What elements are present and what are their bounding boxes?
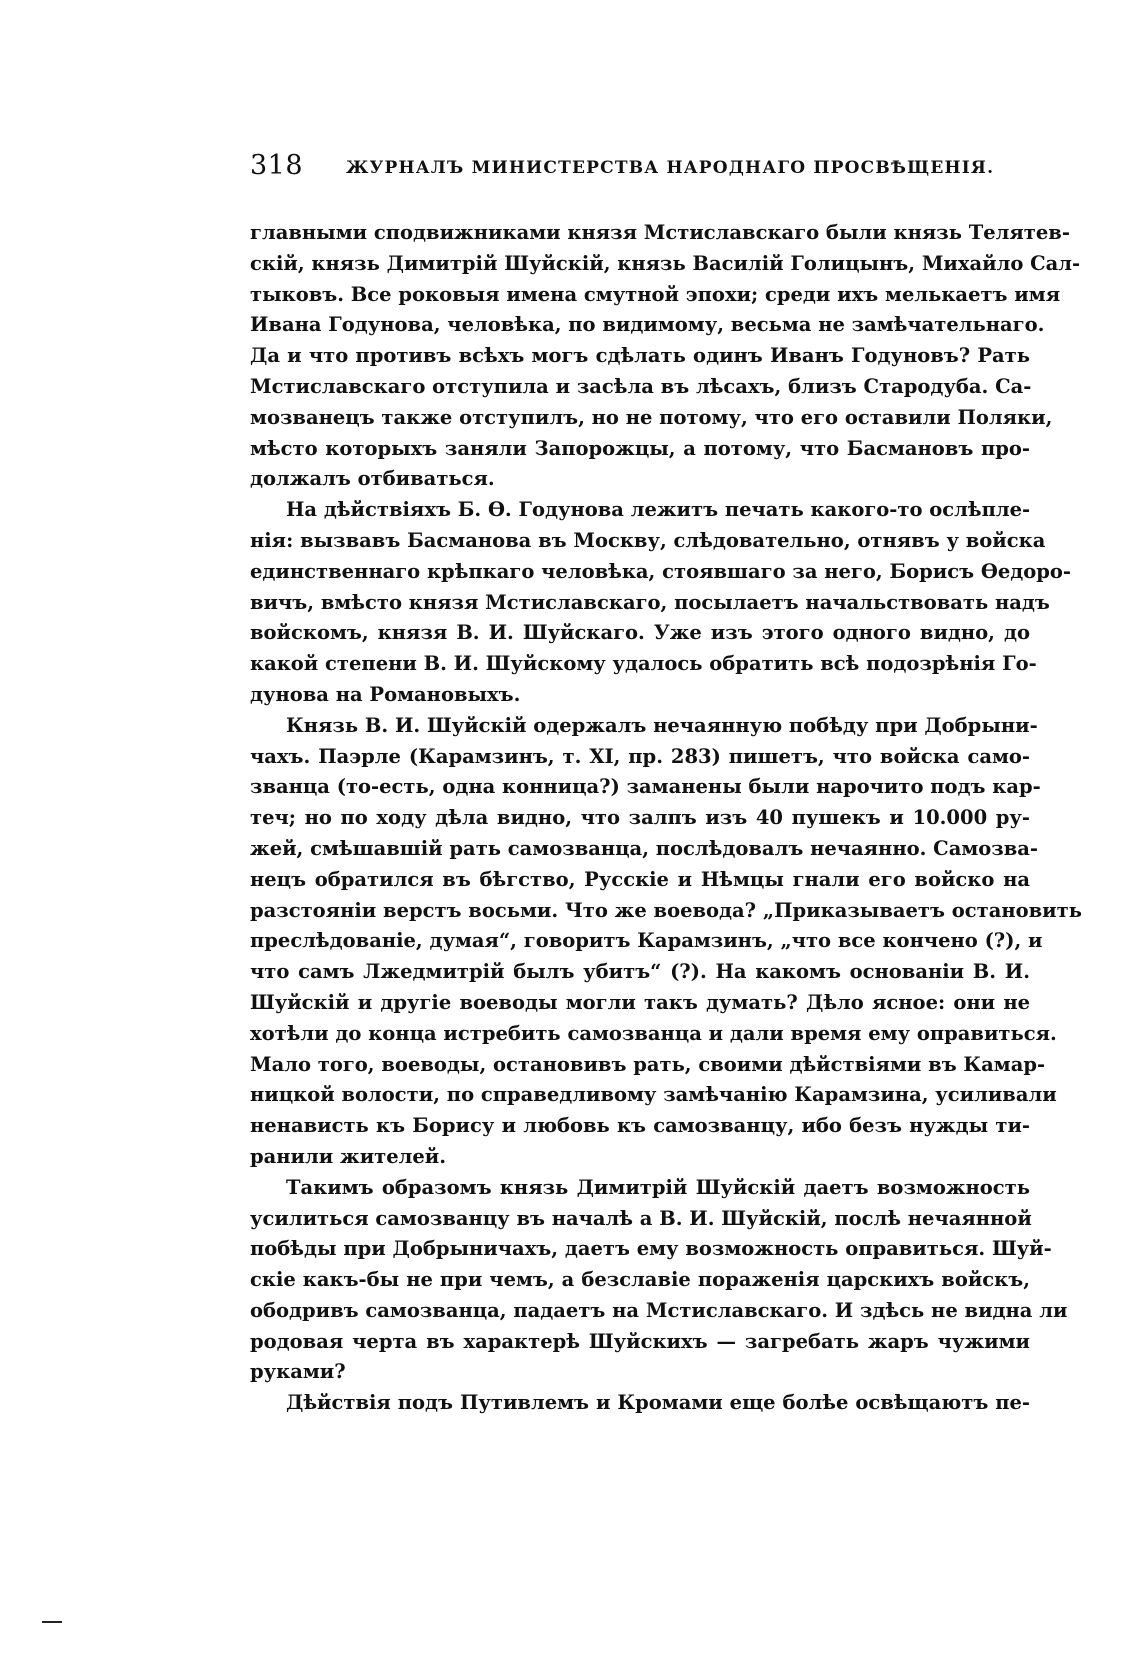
body-text	[250, 218, 1082, 1419]
text-line: побѣды при Добрыничахъ, даетъ ему возможность оправиться. Шуй-	[250, 1237, 1052, 1261]
page-number: 318	[250, 150, 304, 181]
text-line: скій, князь Димитрій Шуйскій, князь Василій Голицынъ, Михайло Сал-	[250, 251, 1081, 275]
page-header	[250, 150, 1040, 190]
text-line: мозванецъ также отступилъ, но не потому, что его оставили Поляки,	[250, 405, 1053, 429]
text-line: Да и что противъ всѣхъ могъ сдѣлать одинъ Иванъ Годуновъ? Рать	[250, 344, 1030, 368]
text-line: теч; но по ходу дѣла видно, что залпъ изъ 40 пушекъ и 10.000 ру-	[250, 806, 1030, 830]
text-line: главными сподвижниками князя Мстиславскаго были князь Телятев-	[250, 221, 1070, 244]
text-line: нецъ обратился въ бѣгство, Русскіе и Нѣмцы гнали его войско на	[250, 867, 1030, 891]
text-line: званца (то-есть, одна конница?) заманены были нарочито подъ кар-	[250, 775, 1041, 799]
text-line: мѣсто которыхъ заняли Запорожцы, а потому, что Басмановъ про-	[250, 436, 1030, 460]
text-line: Мало того, воеводы, остановивъ рать, своими дѣйствіями въ Камар-	[250, 1052, 1046, 1076]
text-line: тыковъ. Все роковыя имена смутной эпохи; среди ихъ мелькаетъ имя	[250, 282, 1061, 306]
text-line: Шуйскій и другіе воеводы могли такъ думать? Дѣло ясное: они не	[250, 990, 1030, 1014]
text-line: единственнаго крѣпкаго человѣка, стоявшаго за него, Борисъ Ѳедоро-	[250, 559, 1071, 583]
text-line: руками?	[250, 1360, 346, 1384]
text-line: усилиться самозванцу въ началѣ а В. И. Шуйскій, послѣ нечаянной	[250, 1206, 1032, 1230]
text-line: что самъ Лжедмитрій былъ убитъ“ (?). На какомъ основаніи В. И.	[250, 960, 1030, 984]
text-line: чахъ. Паэрле (Карамзинъ, т. XI, пр. 283) пишетъ, что войска само-	[250, 744, 1030, 768]
text-line: какой степени В. И. Шуйскому удалось обратить всѣ подозрѣнія Го-	[250, 652, 1037, 676]
text-line: Мстиславскаго отступила и засѣла въ лѣсахъ, близъ Стародуба. Са-	[250, 374, 1032, 398]
text-line: жей, смѣшавшій рать самозванца, послѣдовалъ нечаянно. Самозва-	[250, 836, 1039, 860]
text-line: родовая черта въ характерѣ Шуйскихъ — загребать жаръ чужими	[250, 1329, 1030, 1353]
running-title: ЖУРНАЛЪ МИНИСТЕРСТВА НАРОДНАГО ПРОСВѢЩЕНІЯ.	[346, 158, 995, 178]
text-line: дунова на Романовыхъ.	[250, 682, 521, 706]
text-line: преслѣдованіе, думая“, говоритъ Карамзинъ, „что все кончено (?), и	[250, 929, 1043, 953]
text-line: Ивана Годунова, человѣка, по видимому, весьма не замѣчательнаго.	[250, 313, 1045, 337]
text-line: разстояніи верстъ восьми. Что же воевода? „Приказываетъ остановить	[250, 898, 1082, 922]
text-line: нія: вызвавъ Басманова въ Москву, слѣдовательно, отнявъ у войска	[250, 528, 1046, 552]
text-line: войскомъ, князя В. И. Шуйскаго. Уже изъ этого одного видно, до	[250, 621, 1030, 645]
page-edge-mark	[42, 1621, 62, 1623]
text-line: ненависть къ Борису и любовь къ самозванцу, ибо безъ нужды ти-	[250, 1114, 1030, 1138]
text-line: скіе какъ-бы не при чемъ, а безславіе пораженія царскихъ войскъ,	[250, 1268, 1030, 1292]
text-line: ницкой волости, по справедливому замѣчанію Карамзина, усиливали	[250, 1083, 1057, 1107]
text-line: ободривъ самозванца, падаетъ на Мстиславскаго. И здѣсь не видна ли	[250, 1298, 1068, 1322]
text-line: хотѣли до конца истребить самозванца и дали время ему оправиться.	[250, 1021, 1057, 1045]
paragraph-first-line: Князь В. И. Шуйскій одержалъ нечаянную побѣду при Добрыни-	[286, 713, 1038, 737]
text-line: ранили жителей.	[250, 1144, 447, 1168]
paragraph-first-line: Дѣйствія подъ Путивлемъ и Кромами еще болѣе освѣщаютъ пе-	[286, 1391, 1030, 1415]
text-line: вичъ, вмѣсто князя Мстиславскаго, посылаетъ начальствовать надъ	[250, 590, 1050, 614]
text-line: должалъ отбиваться.	[250, 467, 495, 491]
paragraph-first-line: На дѣйствіяхъ Б. Ѳ. Годунова лежитъ печать какого-то ослѣпле-	[286, 498, 1031, 522]
paragraph-first-line: Такимъ образомъ князь Димитрій Шуйскій даетъ возможность	[286, 1175, 1030, 1199]
